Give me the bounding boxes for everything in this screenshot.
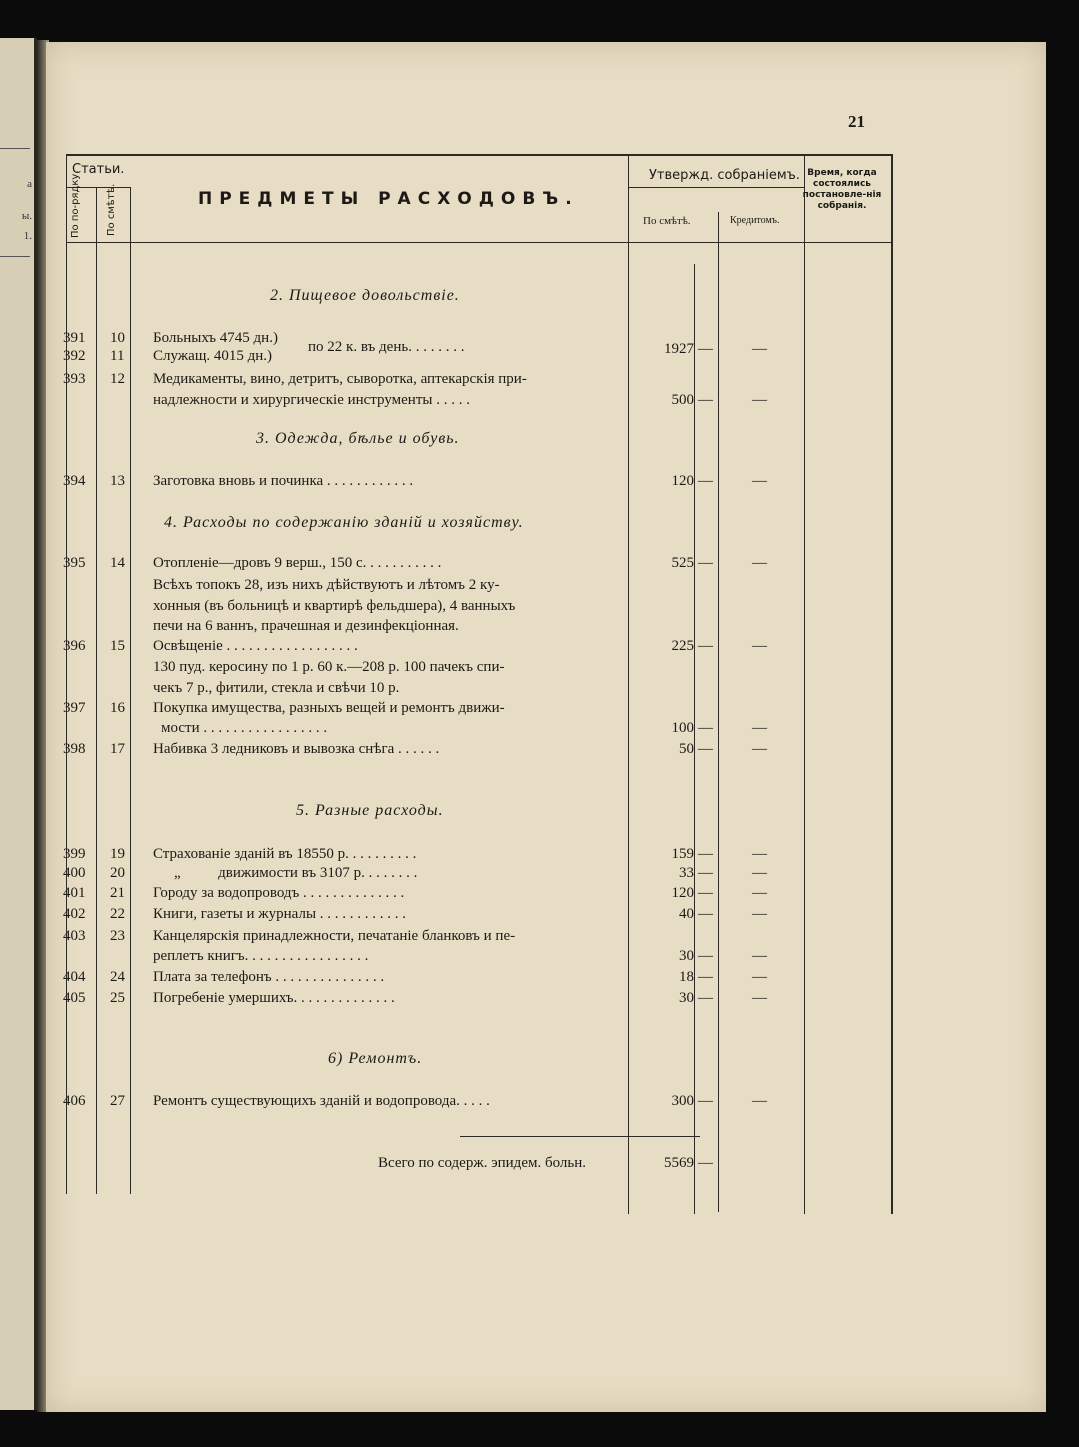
table-title: ПРЕДМЕТЫ РАСХОДОВЪ.: [198, 189, 579, 209]
row-amount: 225: [671, 638, 694, 654]
header-bottom-rule: [66, 242, 892, 243]
row-estimate-number: 12: [110, 371, 125, 387]
row-number: 405: [63, 990, 86, 1006]
row-number: 400: [63, 865, 86, 881]
row-estimate-number: 14: [110, 555, 125, 571]
row-number: 392: [63, 348, 86, 364]
row-kredit-dash: —: [752, 555, 767, 571]
row-estimate-number: 19: [110, 846, 125, 862]
row-text: Служащ. 4015 дн.): [153, 348, 273, 364]
document-page: [46, 42, 1046, 1412]
row-number: 404: [63, 969, 86, 985]
row-amount: 40: [679, 906, 694, 922]
row-estimate-number: 25: [110, 990, 125, 1006]
total-amount: 5569: [664, 1155, 694, 1171]
row-text: Страхованіе зданій въ 18550 р. . . . . . . . . .: [153, 846, 417, 862]
row-amount: 100: [671, 720, 694, 736]
row-kredit-dash: —: [752, 969, 767, 985]
row-amount: 30: [679, 990, 694, 1006]
total-label: Всего по содерж. эпидем. больн.: [378, 1155, 587, 1171]
row-number: 395: [63, 555, 86, 571]
row-estimate-number: 24: [110, 969, 125, 985]
row-text: Ремонтъ существующихъ зданій и водопровода. . . . .: [153, 1093, 490, 1109]
row-estimate-number: 23: [110, 928, 125, 944]
row-dash: —: [698, 555, 713, 571]
row-kredit-dash: —: [752, 473, 767, 489]
table-top-rule: [66, 154, 892, 156]
row-text: Больныхъ 4745 дн.): [153, 330, 278, 346]
row-dash: —: [698, 906, 713, 922]
total-dash: —: [698, 1155, 713, 1171]
left-page-fragment: ы.: [21, 210, 32, 222]
left-page-edge: [0, 38, 37, 1410]
row-estimate-number: 27: [110, 1093, 125, 1109]
row-kredit-dash: —: [752, 846, 767, 862]
row-text: Заготовка вновь и починка . . . . . . . . . . . .: [153, 473, 414, 489]
row-kredit-dash: —: [752, 720, 767, 736]
row-kredit-dash: —: [752, 885, 767, 901]
section-heading: 4. Расходы по содержанію зданій и хозяйству.: [164, 514, 524, 531]
row-estimate-number: 15: [110, 638, 125, 654]
row-text: Канцелярскія принадлежности, печатаніе бланковъ и пе-: [153, 928, 516, 944]
row-brace-text: по 22 к. въ день. . . . . . . .: [308, 339, 465, 355]
row-note: Всѣхъ топокъ 28, изъ нихъ дѣйствуютъ и лѣтомъ 2 ку-: [153, 577, 500, 593]
col-rule: [718, 212, 719, 1212]
row-dash: —: [698, 865, 713, 881]
header-vremya: Время, когда состоялись постановле-нія собранія.: [802, 168, 882, 211]
row-dash: —: [698, 720, 713, 736]
row-amount: 1927: [664, 341, 694, 357]
row-dash: —: [698, 969, 713, 985]
row-note: хонныя (въ больницѣ и квартирѣ фельдшера), 4 ванныхъ: [153, 598, 516, 614]
row-kredit-dash: —: [752, 948, 767, 964]
row-text: Городу за водопроводъ . . . . . . . . . . . . . .: [153, 885, 405, 901]
row-kredit-dash: —: [752, 906, 767, 922]
row-kredit-dash: —: [752, 1093, 767, 1109]
left-page-rule: [0, 256, 30, 257]
row-kredit-dash: —: [752, 741, 767, 757]
row-number: 403: [63, 928, 86, 944]
section-heading: 2. Пищевое довольствіе.: [270, 287, 460, 304]
row-number: 406: [63, 1093, 86, 1109]
row-text: Отопленіе—дровъ 9 верш., 150 с. . . . . . . . . . .: [153, 555, 442, 571]
left-page-fragment: а: [27, 178, 32, 190]
row-text: Набивка 3 ледниковъ и вывозка снѣга . . . . . .: [153, 741, 440, 757]
row-number: 391: [63, 330, 86, 346]
row-note: печи на 6 ваннъ, прачешная и дезинфекціонная.: [153, 618, 459, 634]
section-heading: 5. Разные расходы.: [296, 802, 444, 819]
left-page-rule: [0, 148, 30, 149]
header-po-smete-col: По смѣтѣ.: [106, 183, 117, 236]
row-estimate-number: 16: [110, 700, 125, 716]
row-number: 396: [63, 638, 86, 654]
row-number: 399: [63, 846, 86, 862]
header-po-poryadku: По по-рядку.: [70, 170, 81, 238]
row-dash: —: [698, 638, 713, 654]
col-rule: [130, 187, 131, 1194]
row-amount: 120: [671, 473, 694, 489]
row-text: Книги, газеты и журналы . . . . . . . . . . . .: [153, 906, 407, 922]
row-amount: 50: [679, 741, 694, 757]
row-number: 402: [63, 906, 86, 922]
table-left-rule: [66, 154, 67, 1194]
row-estimate-number: 20: [110, 865, 125, 881]
section-heading: 6) Ремонтъ.: [328, 1050, 423, 1067]
row-estimate-number: 13: [110, 473, 125, 489]
row-kredit-dash: —: [752, 990, 767, 1006]
row-dash: —: [698, 392, 713, 408]
row-estimate-number: 17: [110, 741, 125, 757]
row-estimate-number: 10: [110, 330, 125, 346]
left-page-fragment: 1.: [23, 230, 32, 242]
row-text: Плата за телефонъ . . . . . . . . . . . . . . .: [153, 969, 385, 985]
row-kredit-dash: —: [752, 865, 767, 881]
col-rule: [628, 154, 629, 1214]
row-kredit-dash: —: [752, 392, 767, 408]
row-amount: 30: [679, 948, 694, 964]
section-heading: 3. Одежда, бѣлье и обувь.: [256, 430, 460, 447]
row-amount: 120: [671, 885, 694, 901]
row-kredit-dash: —: [752, 638, 767, 654]
row-note: чекъ 7 р., фитили, стекла и свѣчи 10 р.: [153, 680, 400, 696]
row-number: 401: [63, 885, 86, 901]
row-dash: —: [698, 846, 713, 862]
header-statyi: Статьи.: [72, 162, 125, 177]
col-rule: [694, 264, 695, 1214]
row-kredit-dash: —: [752, 341, 767, 357]
row-text: Покупка имущества, разныхъ вещей и ремонтъ движи-: [153, 700, 505, 716]
row-amount: 33: [679, 865, 694, 881]
row-amount: 500: [671, 392, 694, 408]
row-amount: 525: [671, 555, 694, 571]
row-text: „ движимости въ 3107 р. . . . . . . .: [174, 865, 418, 881]
row-text: Погребеніе умершихъ. . . . . . . . . . . . . .: [153, 990, 395, 1006]
col-rule: [96, 187, 97, 1194]
table-right-rule: [891, 154, 893, 1214]
row-number: 398: [63, 741, 86, 757]
total-rule: [460, 1136, 700, 1137]
row-estimate-number: 22: [110, 906, 125, 922]
row-dash: —: [698, 885, 713, 901]
row-text: Медикаменты, вино, детритъ, сыворотка, аптекарскія при-: [153, 371, 527, 387]
row-amount: 18: [679, 969, 694, 985]
row-note: 130 пуд. керосину по 1 р. 60 к.—208 р. 100 пачекъ спи-: [153, 659, 505, 675]
page-number: 21: [848, 112, 865, 131]
header-utverzhd: Утвержд. собраніемъ.: [649, 168, 800, 183]
row-dash: —: [698, 948, 713, 964]
row-amount: 300: [671, 1093, 694, 1109]
header-po-smete: По смѣтѣ.: [643, 215, 691, 227]
row-dash: —: [698, 990, 713, 1006]
utverzhd-rule: [628, 187, 804, 188]
row-text: Освѣщеніе . . . . . . . . . . . . . . . . . .: [153, 638, 358, 654]
row-estimate-number: 21: [110, 885, 125, 901]
row-number: 393: [63, 371, 86, 387]
row-dash: —: [698, 741, 713, 757]
header-kreditom: Кредитомъ.: [730, 215, 780, 226]
row-text-cont: реплетъ книгъ. . . . . . . . . . . . . . . . .: [153, 948, 369, 964]
row-text-cont: мости . . . . . . . . . . . . . . . . .: [161, 720, 328, 736]
row-dash: —: [698, 341, 713, 357]
row-dash: —: [698, 1093, 713, 1109]
row-estimate-number: 11: [110, 348, 125, 364]
row-number: 397: [63, 700, 86, 716]
row-dash: —: [698, 473, 713, 489]
row-number: 394: [63, 473, 86, 489]
col-rule: [804, 154, 805, 1214]
row-text-cont: надлежности и хирургическіе инструменты . . . . .: [153, 392, 470, 408]
row-amount: 159: [671, 846, 694, 862]
